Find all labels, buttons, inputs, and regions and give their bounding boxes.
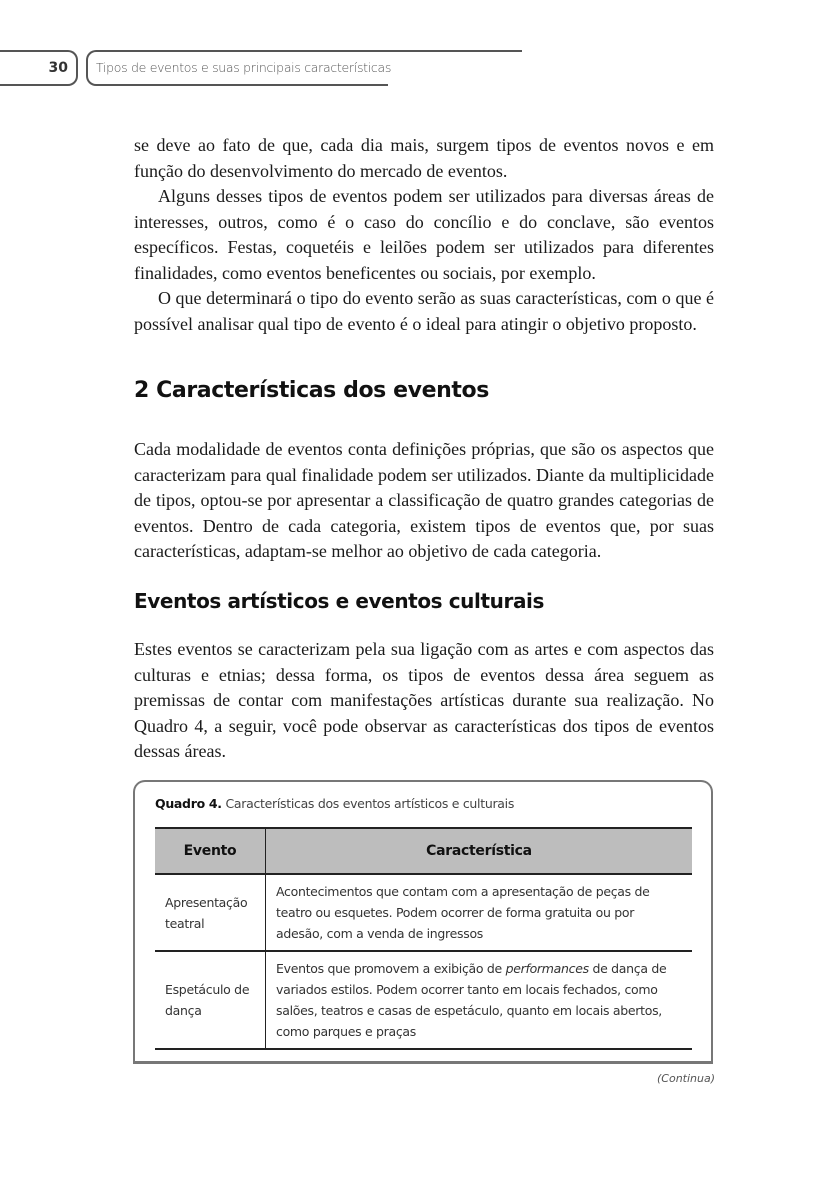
continuation-note: (Continua) (657, 1072, 716, 1085)
section-heading: 2 Características dos eventos (134, 378, 489, 403)
subsection-heading: Eventos artísticos e eventos culturais (134, 589, 544, 613)
italic-term: performances (505, 961, 589, 976)
paragraph: O que determinará o tipo do evento serão as suas características, com o que é possível analisar qual tipo de evento é o ideal para atingir o objetivo proposto. (134, 288, 714, 334)
section-text (134, 437, 714, 565)
table-row (155, 951, 692, 1049)
table-header-row (155, 828, 692, 874)
cell-caracteristica: Acontecimentos que contam com a apresentação de peças de teatro ou esquetes. Podem ocorrer de forma gratuita ou por adesão, com a venda de ingressos (266, 874, 693, 951)
table-row (155, 874, 692, 951)
subsection-text (134, 637, 714, 765)
quadro-table (155, 827, 692, 1050)
header-frame-side (86, 60, 88, 76)
header-top-rule (96, 50, 522, 52)
paragraph: Estes eventos se caracterizam pela sua ligação com as artes e com aspectos das culturas e etnias; dessa forma, os tipos de eventos dessa área seguem as premissas de contar com manifestações artísticas durante sua realização. No Quadro 4, a seguir, você pode observar as características dos tipos de eventos dessas áreas. (134, 639, 714, 761)
column-header-evento: Evento (155, 828, 266, 874)
cell-evento: Espetáculo de dança (155, 951, 266, 1049)
quadro-box (133, 780, 713, 1064)
paragraph: se deve ao fato de que, cada dia mais, surgem tipos de eventos novos e em função do desenvolvimento do mercado de eventos. (134, 135, 714, 181)
text-run: Eventos que promovem a exibição de (276, 961, 506, 976)
paragraph: Alguns desses tipos de eventos podem ser utilizados para diversas áreas de interesses, outros, como é o caso do concílio e do conclave, são eventos específicos. Festas, coquetéis e leilões podem ser utilizados para diferentes finalidades, como eventos beneficentes ou sociais, por exemplo. (134, 186, 714, 283)
column-header-caracteristica: Característica (266, 828, 693, 874)
header-bottom-rule (96, 84, 388, 86)
quadro-label: Quadro 4. (155, 796, 222, 811)
running-title: Tipos de eventos e suas principais características (96, 60, 392, 75)
cell-caracteristica (266, 951, 693, 1049)
page-number: 30 (0, 50, 78, 86)
text-run: de dança de variados estilos. Podem ocorrer tanto em locais fechados, como salões, teatros e casas de espetáculo, quanto em locais abertos, como parques e praças (276, 961, 667, 1039)
intro-text (134, 133, 714, 337)
quadro-title: Características dos eventos artísticos e culturais (225, 796, 515, 811)
paragraph: Cada modalidade de eventos conta definições próprias, que são os aspectos que caracterizam para qual finalidade podem ser utilizados. Diante da multiplicidade de tipos, optou-se por apresentar a classificação de quatro grandes categorias de eventos. Dentro de cada categoria, existem tipos de eventos que, por suas características, adaptam-se melhor ao objetivo de cada categoria. (134, 439, 714, 561)
quadro-caption (155, 796, 514, 811)
cell-evento: Apresentação teatral (155, 874, 266, 951)
